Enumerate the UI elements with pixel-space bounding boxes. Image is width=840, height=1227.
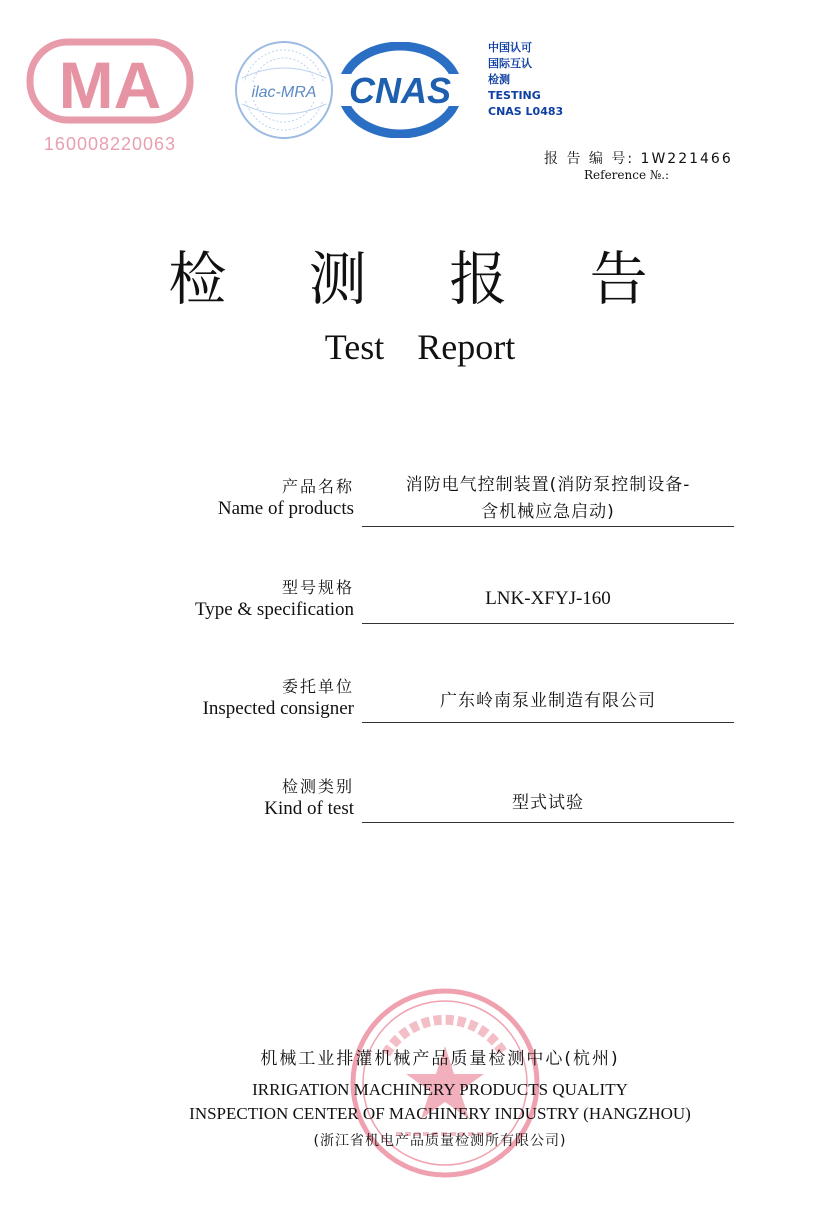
svg-text:ilac-MRA: ilac-MRA bbox=[251, 84, 317, 101]
field-value: 广东岭南泵业制造有限公司 bbox=[440, 691, 656, 711]
accreditation-line: CNAS L0483 bbox=[488, 105, 564, 118]
field-label-en: Name of products bbox=[217, 498, 354, 519]
accreditation-line: TESTING bbox=[488, 89, 541, 102]
field-kind-of-test bbox=[100, 774, 740, 844]
field-value-line: 消防电气控制装置(消防泵控制设备- bbox=[405, 475, 691, 495]
footer-organization-cn: 机械工业排灌机械产品质量检测中心(杭州) bbox=[260, 1049, 620, 1069]
footer-company-cn: (浙江省机电产品质量检测所有限公司) bbox=[313, 1133, 567, 1149]
accreditation-line: 国际互认 bbox=[488, 57, 532, 70]
field-label-cn: 检测类别 bbox=[281, 777, 354, 796]
report-title-en: Test Report bbox=[324, 327, 516, 367]
field-value: 型式试验 bbox=[512, 793, 584, 813]
field-label-cn: 产品名称 bbox=[281, 477, 354, 496]
field-underline bbox=[362, 822, 734, 823]
report-title-cn: 检 测 报 告 bbox=[168, 245, 680, 313]
field-inspected-consigner bbox=[100, 674, 740, 744]
field-label-cn: 型号规格 bbox=[281, 578, 354, 597]
field-value: LNK-XFYJ-160 bbox=[485, 588, 611, 609]
field-label-cn: 委托单位 bbox=[281, 677, 354, 696]
svg-text:CNAS: CNAS bbox=[348, 70, 452, 111]
accreditation-line: 中国认可 bbox=[488, 41, 532, 54]
ilac-mra-logo-icon bbox=[232, 38, 336, 142]
footer-organization-en-line1: IRRIGATION MACHINERY PRODUCTS QUALITY bbox=[252, 1080, 628, 1099]
reference-block bbox=[544, 148, 814, 182]
field-label-en: Type & specification bbox=[194, 599, 354, 620]
reference-number: 1W221466 bbox=[640, 151, 733, 167]
field-label-en: Inspected consigner bbox=[202, 698, 354, 719]
footer-organization-en-line2: INSPECTION CENTER OF MACHINERY INDUSTRY (HANGZHOU) bbox=[189, 1104, 691, 1123]
field-product-name bbox=[100, 474, 740, 544]
accreditation-text bbox=[488, 40, 563, 120]
reference-label-cn: 报 告 编 号: bbox=[544, 151, 635, 167]
field-underline bbox=[362, 623, 734, 624]
reference-label-en: Reference №.: bbox=[584, 168, 670, 182]
accreditation-line: 检测 bbox=[488, 73, 510, 86]
field-underline bbox=[362, 722, 734, 723]
field-value-line: 含机械应急启动) bbox=[481, 502, 615, 522]
cnas-logo-icon bbox=[338, 42, 468, 138]
field-underline bbox=[362, 526, 734, 527]
cma-logo-icon bbox=[26, 28, 206, 158]
svg-text:MA: MA bbox=[58, 48, 162, 122]
field-value bbox=[362, 472, 734, 526]
field-type-specification bbox=[100, 575, 740, 645]
svg-text:160008220063: 160008220063 bbox=[43, 134, 177, 154]
field-label-en: Kind of test bbox=[264, 798, 354, 819]
